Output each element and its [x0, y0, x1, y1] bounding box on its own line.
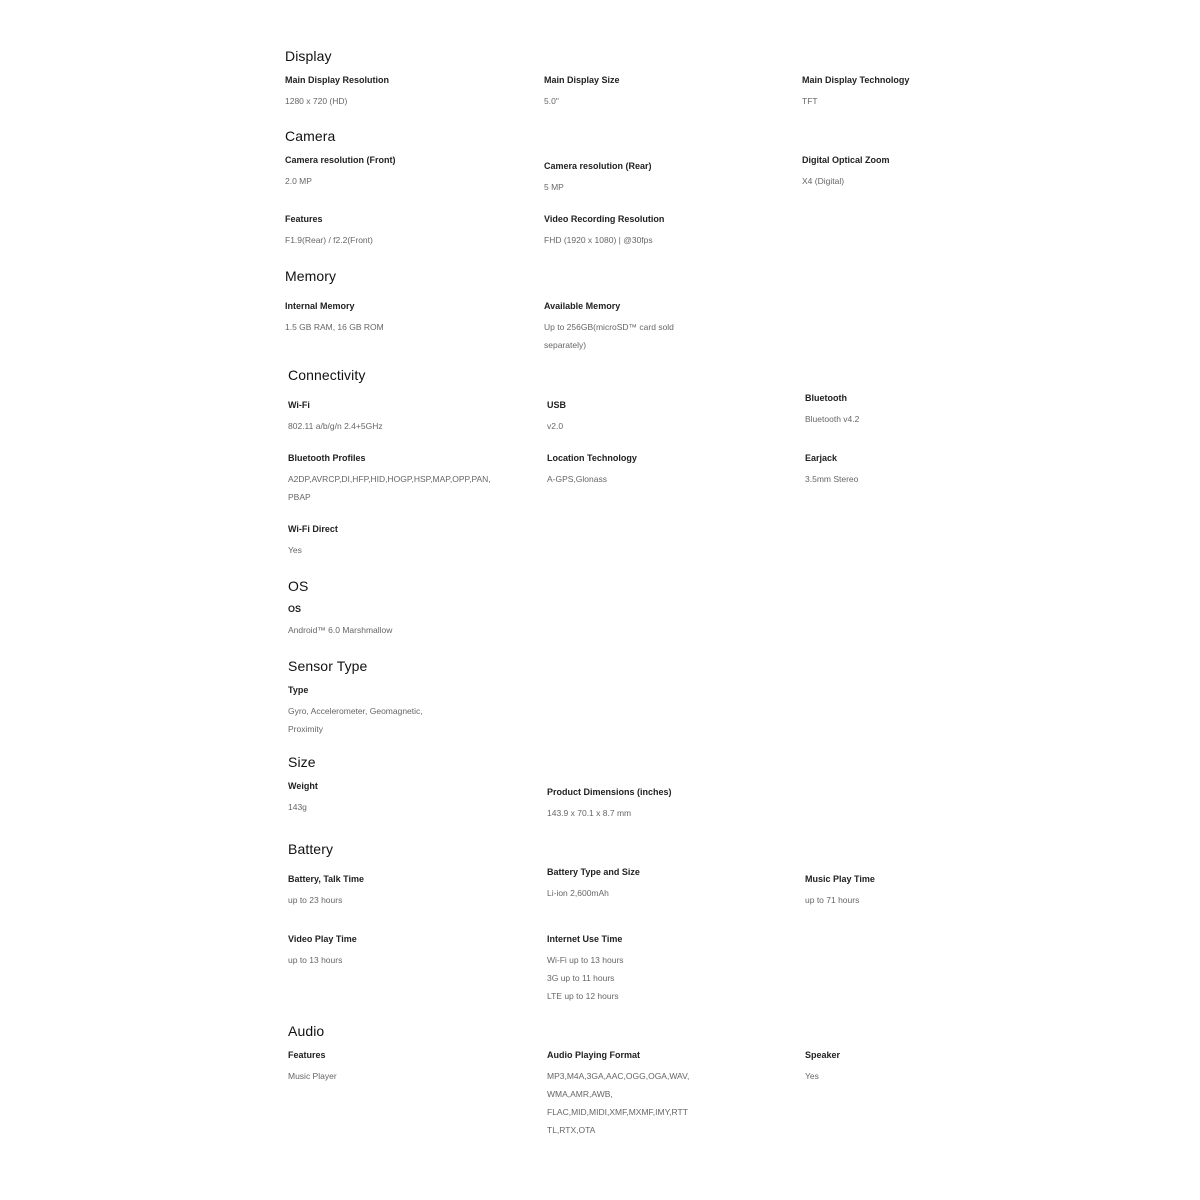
spec-label: Camera resolution (Front) [285, 155, 396, 165]
spec-value: TFT [802, 96, 818, 106]
spec-speaker [805, 1049, 1045, 1085]
spec-value: FHD (1920 x 1080) | @30fps [544, 235, 653, 245]
section-title-connectivity: Connectivity [288, 367, 366, 383]
spec-value-line: Proximity [288, 724, 323, 734]
spec-value: 2.0 MP [285, 176, 312, 186]
spec-value: 5 MP [544, 182, 564, 192]
spec-value: Android™ 6.0 Marshmallow [288, 625, 393, 635]
section-title-audio: Audio [288, 1023, 325, 1039]
spec-value: F1.9(Rear) / f2.2(Front) [285, 235, 373, 245]
spec-value: Bluetooth v4.2 [805, 414, 860, 424]
spec-label: USB [547, 400, 567, 410]
spec-camera-features [285, 213, 525, 249]
spec-label: Wi-Fi Direct [288, 524, 338, 534]
spec-video-play-time [288, 933, 528, 969]
spec-label: Main Display Size [544, 75, 620, 85]
spec-label: Internal Memory [285, 301, 355, 311]
spec-weight [288, 780, 528, 816]
spec-value: up to 71 hours [805, 895, 860, 905]
spec-os [288, 603, 528, 639]
spec-camera-front [285, 154, 525, 190]
spec-label: Features [285, 214, 323, 224]
spec-usb [547, 399, 787, 435]
spec-product-dimensions [547, 786, 787, 822]
spec-label: Camera resolution (Rear) [544, 161, 652, 171]
spec-value [547, 951, 787, 1005]
spec-value-line: LTE up to 12 hours [547, 991, 619, 1001]
spec-value: X4 (Digital) [802, 176, 845, 186]
spec-label: Internet Use Time [547, 934, 623, 944]
spec-value-line: TL,RTX,OTA [547, 1125, 596, 1135]
spec-location-technology [547, 452, 787, 488]
spec-value: Yes [288, 545, 302, 555]
spec-value: 3.5mm Stereo [805, 474, 859, 484]
spec-value: 143g [288, 802, 307, 812]
spec-main-display-resolution [285, 74, 525, 110]
spec-value: 5.0" [544, 96, 559, 106]
spec-sensor-type [288, 684, 528, 738]
spec-talk-time [288, 873, 528, 909]
spec-label: Product Dimensions (inches) [547, 787, 672, 797]
spec-value: 1280 x 720 (HD) [285, 96, 348, 106]
spec-audio-playing-format [547, 1049, 787, 1139]
spec-label: Video Play Time [288, 934, 357, 944]
spec-value-line: Up to 256GB(microSD™ card sold [544, 322, 674, 332]
spec-label: Speaker [805, 1050, 841, 1060]
section-title-os: OS [288, 578, 309, 594]
spec-value-line: FLAC,MID,MIDI,XMF,MXMF,IMY,RTT [547, 1107, 688, 1117]
spec-value-line: Wi-Fi up to 13 hours [547, 955, 624, 965]
spec-value-line: separately) [544, 340, 587, 350]
spec-value [288, 702, 528, 738]
spec-value [547, 1067, 787, 1139]
spec-label: Video Recording Resolution [544, 214, 665, 224]
spec-value: Music Player [288, 1071, 337, 1081]
section-title-camera: Camera [285, 128, 336, 144]
spec-value: 1.5 GB RAM, 16 GB ROM [285, 322, 384, 332]
spec-internet-use-time [547, 933, 787, 1005]
section-title-memory: Memory [285, 268, 337, 284]
spec-value-line: A2DP,AVRCP,DI,HFP,HID,HOGP,HSP,MAP,OPP,PAN, [288, 474, 491, 484]
spec-label: Battery Type and Size [547, 867, 640, 877]
spec-label: Audio Playing Format [547, 1050, 641, 1060]
spec-value-line: Gyro, Accelerometer, Geomagnetic, [288, 706, 423, 716]
spec-label: Available Memory [544, 301, 621, 311]
spec-earjack [805, 452, 1045, 488]
spec-label: Bluetooth Profiles [288, 453, 366, 463]
spec-value: v2.0 [547, 421, 564, 431]
spec-label: OS [288, 604, 302, 614]
spec-value-line: MP3,M4A,3GA,AAC,OGG,OGA,WAV, [547, 1071, 690, 1081]
spec-value-line: WMA,AMR,AWB, [547, 1089, 613, 1099]
spec-value: 802.11 a/b/g/n 2.4+5GHz [288, 421, 383, 431]
spec-label: Digital Optical Zoom [802, 155, 890, 165]
spec-label: Main Display Resolution [285, 75, 390, 85]
spec-bluetooth-profiles [288, 452, 528, 506]
spec-label: Location Technology [547, 453, 637, 463]
spec-video-recording-resolution [544, 213, 784, 249]
section-title-battery: Battery [288, 841, 334, 857]
spec-value [288, 470, 528, 506]
spec-battery-type [547, 866, 787, 902]
spec-wifi [288, 399, 528, 435]
spec-value-line: PBAP [288, 492, 311, 502]
spec-label: Earjack [805, 453, 838, 463]
spec-label: Bluetooth [805, 393, 847, 403]
spec-bluetooth [805, 392, 1045, 428]
spec-main-display-size [544, 74, 784, 110]
spec-label: Type [288, 685, 309, 695]
spec-label: Wi-Fi [288, 400, 310, 410]
spec-internal-memory [285, 300, 525, 336]
spec-value-line: 3G up to 11 hours [547, 973, 615, 983]
spec-value: Li-ion 2,600mAh [547, 888, 609, 898]
section-title-sensor-type: Sensor Type [288, 658, 368, 674]
section-title-display: Display [285, 48, 332, 64]
spec-value: up to 23 hours [288, 895, 343, 905]
spec-wifi-direct [288, 523, 528, 559]
spec-available-memory [544, 300, 784, 354]
spec-value: A-GPS,Glonass [547, 474, 607, 484]
spec-value [544, 318, 784, 354]
section-title-size: Size [288, 754, 316, 770]
spec-label: Weight [288, 781, 318, 791]
spec-main-display-technology [802, 74, 1042, 110]
spec-value: 143.9 x 70.1 x 8.7 mm [547, 808, 632, 818]
spec-label: Main Display Technology [802, 75, 910, 85]
spec-label: Music Play Time [805, 874, 875, 884]
spec-audio-features [288, 1049, 528, 1085]
spec-value: up to 13 hours [288, 955, 343, 965]
spec-label: Features [288, 1050, 326, 1060]
spec-camera-rear [544, 160, 784, 196]
spec-music-play-time [805, 873, 1045, 909]
spec-value: Yes [805, 1071, 819, 1081]
spec-digital-optical-zoom [802, 154, 1042, 190]
spec-label: Battery, Talk Time [288, 874, 365, 884]
